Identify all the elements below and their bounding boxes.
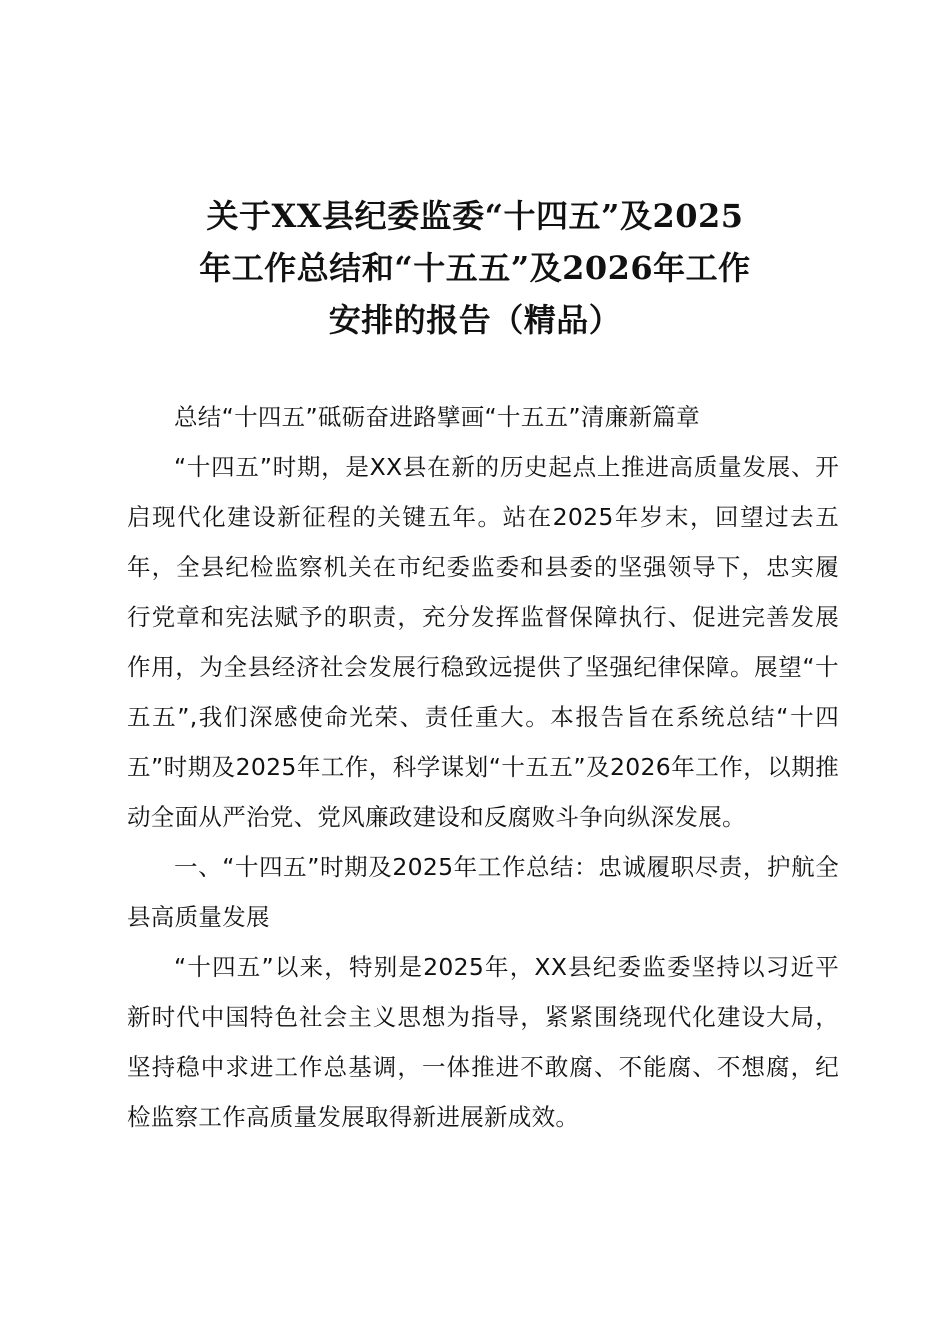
- title-line-2: 年工作总结和“十五五”及2026年工作: [199, 249, 751, 287]
- title-line-1: 关于XX县纪委监委“十四五”及2025: [206, 197, 744, 235]
- section-1-paragraph: “十四五”以来，特别是2025年，XX县纪委监委坚持以习近平新时代中国特色社会主义思想为指导，紧紧围绕现代化建设大局，坚持稳中求进工作总基调，一体推进不敢腐、不能腐、不想腐，纪检监察工作高质量发展取得新进展新成效。: [127, 953, 839, 1131]
- document-body: [127, 392, 839, 1142]
- title-line-3: 安排的报告（精品）: [328, 301, 622, 339]
- document-title: [120, 190, 830, 346]
- intro-paragraph: “十四五”时期，是XX县在新的历史起点上推进高质量发展、开启现代化建设新征程的关键五年。站在2025年岁末，回望过去五年，全县纪检监察机关在市纪委监委和县委的坚强领导下，忠实履行党章和宪法赋予的职责，充分发挥监督保障执行、促进完善发展作用，为全县经济社会发展行稳致远提供了坚强纪律保障。展望“十五五”,我们深感使命光荣、责任重大。本报告旨在系统总结“十四五”时期及2025年工作，科学谋划“十五五”及2026年工作，以期推动全面从严治党、党风廉政建设和反腐败斗争向纵深发展。: [127, 453, 839, 831]
- section-heading-1: 一、“十四五”时期及2025年工作总结：忠诚履职尽责，护航全县高质量发展: [127, 853, 839, 931]
- subtitle-paragraph: 总结“十四五”砥砺奋进路擘画“十五五”清廉新篇章: [174, 403, 700, 431]
